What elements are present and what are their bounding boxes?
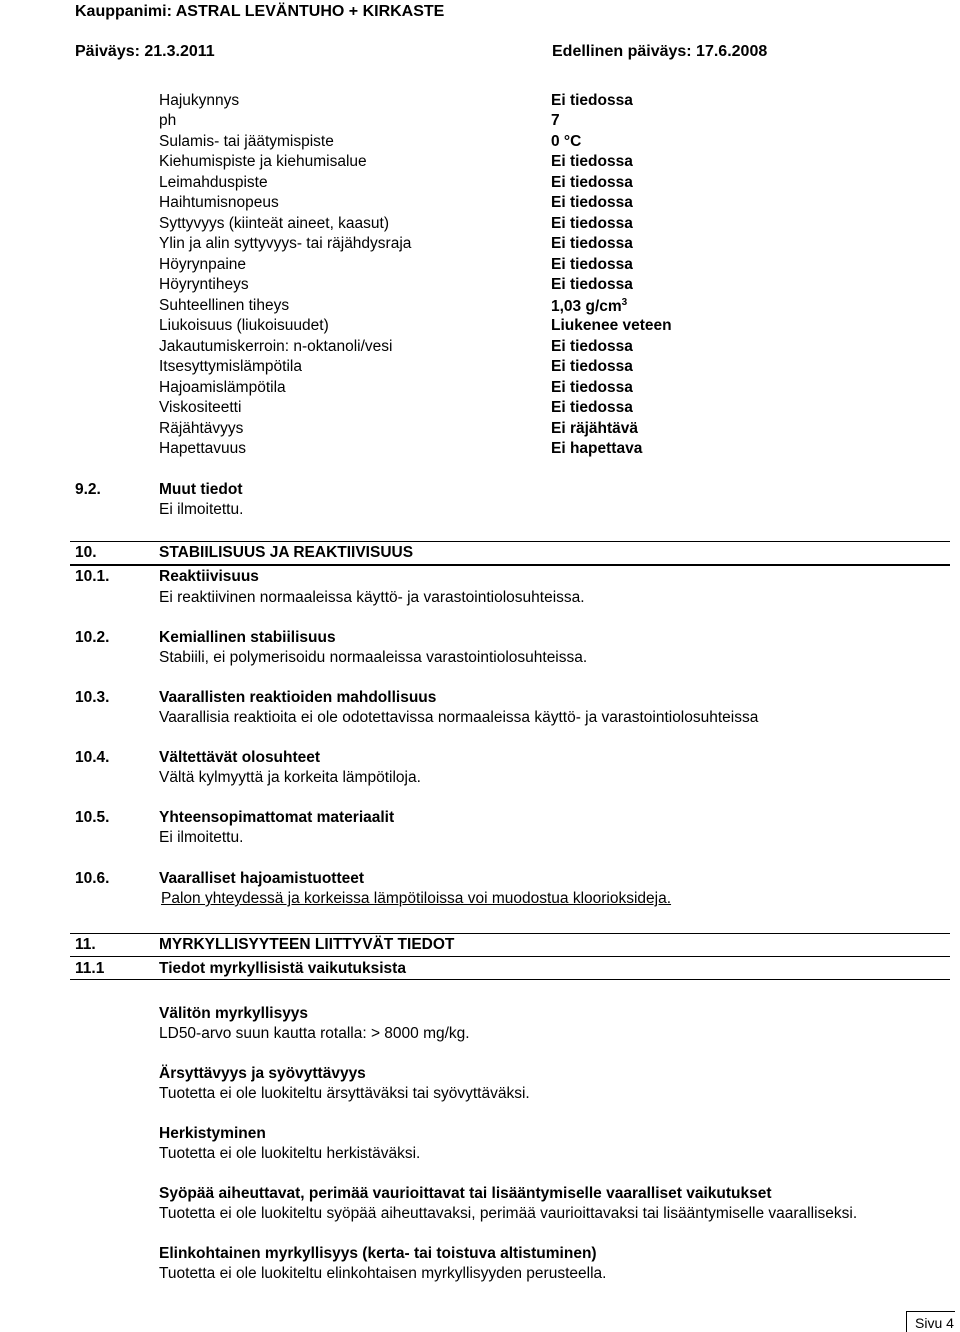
subsection-number: 11.1 [75, 960, 105, 977]
subsection-text: Vaarallisia reaktioita ei ole odotettavissa normaaleissa käyttö- ja varastointiolosuhteissa [159, 709, 759, 726]
property-value: Ei tiedossa [551, 92, 633, 109]
subsection-text: Ei ilmoitettu. [159, 829, 244, 846]
toxicity-title: Herkistyminen [159, 1125, 266, 1142]
section-divider [70, 541, 950, 542]
property-name: Höyryntiheys [159, 276, 249, 293]
property-name: Hajukynnys [159, 92, 240, 109]
property-name: Haihtumisnopeus [159, 194, 279, 211]
property-name: Räjähtävyys [159, 420, 244, 437]
property-name: Kiehumispiste ja kiehumisalue [159, 153, 367, 170]
section-title: Muut tiedot [159, 481, 243, 498]
toxicity-text: Tuotetta ei ole luokiteltu elinkohtaisen myrkyllisyyden perusteella. [159, 1265, 607, 1282]
property-name: Hajoamislämpötila [159, 379, 286, 396]
subsection-title: Tiedot myrkyllisistä vaikutuksista [159, 960, 406, 977]
property-value [551, 297, 627, 316]
property-value: Liukenee veteen [551, 317, 672, 334]
section-heading: STABIILISUUS JA REAKTIIVISUUS [159, 544, 414, 561]
property-name: Syttyvyys (kiinteät aineet, kaasut) [159, 215, 390, 232]
subsection-text: Palon yhteydessä ja korkeissa lämpötiloissa voi muodostua kloorioksideja. [161, 890, 672, 907]
property-value: Ei tiedossa [551, 256, 633, 273]
toxicity-title: Syöpää aiheuttavat, perimää vaurioittavat tai lisääntymiselle vaaralliset vaikutukset [159, 1185, 772, 1202]
property-name: Höyrynpaine [159, 256, 247, 273]
subsection-number: 10.1. [75, 568, 110, 585]
property-value: Ei tiedossa [551, 379, 633, 396]
property-value: Ei räjähtävä [551, 420, 639, 437]
property-value: Ei tiedossa [551, 174, 633, 191]
page-number: Sivu 4 [915, 1315, 954, 1331]
subsection-number: 10.6. [75, 870, 110, 887]
section-number: 11. [75, 936, 96, 953]
previous-date: Edellinen päiväys: 17.6.2008 [552, 43, 768, 60]
section-text: Ei ilmoitettu. [159, 501, 244, 518]
property-value: Ei hapettava [551, 440, 643, 457]
section-heading: MYRKYLLISYYTEEN LIITTYVÄT TIEDOT [159, 936, 455, 953]
page-number-box [906, 1311, 955, 1332]
toxicity-title: Elinkohtainen myrkyllisyys (kerta- tai toistuva altistuminen) [159, 1245, 597, 1262]
toxicity-text: LD50-arvo suun kautta rotalla: > 8000 mg/kg. [159, 1025, 470, 1042]
density-value: 1,03 g/cm [551, 298, 622, 316]
subsection-title: Reaktiivisuus [159, 568, 259, 585]
toxicity-text: Tuotetta ei ole luokiteltu syöpää aiheuttavaksi, perimää vaurioittavaksi tai lisääntymiselle vaaralliseksi. [159, 1205, 858, 1222]
property-name: Leimahduspiste [159, 174, 268, 191]
property-name: Ylin ja alin syttyvyys- tai räjähdysraja [159, 235, 412, 252]
subsection-number: 10.3. [75, 689, 110, 706]
document-date: Päiväys: 21.3.2011 [75, 43, 215, 60]
section-divider [70, 956, 950, 957]
toxicity-title: Ärsyttävyys ja syövyttävyys [159, 1065, 366, 1082]
subsection-text: Stabiili, ei polymerisoidu normaaleissa varastointiolosuhteissa. [159, 649, 588, 666]
property-value: Ei tiedossa [551, 153, 633, 170]
subsection-text: Vältä kylmyyttä ja korkeita lämpötiloja. [159, 769, 421, 786]
property-value: 7 [551, 112, 560, 129]
subsection-title: Yhteensopimattomat materiaalit [159, 809, 395, 826]
property-name: ph [159, 112, 177, 129]
property-name: Itsesyttymislämpötila [159, 358, 302, 375]
property-value: Ei tiedossa [551, 358, 633, 375]
section-number: 10. [75, 544, 97, 561]
toxicity-text: Tuotetta ei ole luokiteltu herkistäväksi. [159, 1145, 421, 1162]
subsection-title: Vaarallisten reaktioiden mahdollisuus [159, 689, 437, 706]
property-name: Suhteellinen tiheys [159, 297, 290, 314]
property-value: Ei tiedossa [551, 276, 633, 293]
section-divider [70, 933, 950, 934]
subsection-number: 10.4. [75, 749, 110, 766]
property-name: Jakautumiskerroin: n-oktanoli/vesi [159, 338, 393, 355]
trade-name: Kauppanimi: ASTRAL LEVÄNTUHO + KIRKASTE [75, 3, 445, 20]
property-value: Ei tiedossa [551, 399, 633, 416]
subsection-title: Kemiallinen stabiilisuus [159, 629, 336, 646]
toxicity-text: Tuotetta ei ole luokiteltu ärsyttäväksi tai syövyttäväksi. [159, 1085, 530, 1102]
subsection-number: 10.2. [75, 629, 110, 646]
density-exponent: 3 [621, 297, 628, 308]
property-name: Hapettavuus [159, 440, 247, 457]
toxicity-title: Välitön myrkyllisyys [159, 1005, 309, 1022]
section-divider [70, 979, 950, 980]
subsection-title: Vältettävät olosuhteet [159, 749, 321, 766]
section-divider [70, 564, 950, 566]
subsection-title: Vaaralliset hajoamistuotteet [159, 870, 365, 887]
subsection-number: 10.5. [75, 809, 110, 826]
property-value: Ei tiedossa [551, 235, 633, 252]
subsection-text: Ei reaktiivinen normaaleissa käyttö- ja varastointiolosuhteissa. [159, 589, 585, 606]
property-name: Sulamis- tai jäätymispiste [159, 133, 334, 150]
property-value: 0 °C [551, 133, 582, 150]
property-value: Ei tiedossa [551, 215, 633, 232]
property-value: Ei tiedossa [551, 338, 633, 355]
section-number: 9.2. [75, 481, 101, 498]
property-name: Liukoisuus (liukoisuudet) [159, 317, 329, 334]
property-value: Ei tiedossa [551, 194, 633, 211]
property-name: Viskositeetti [159, 399, 242, 416]
